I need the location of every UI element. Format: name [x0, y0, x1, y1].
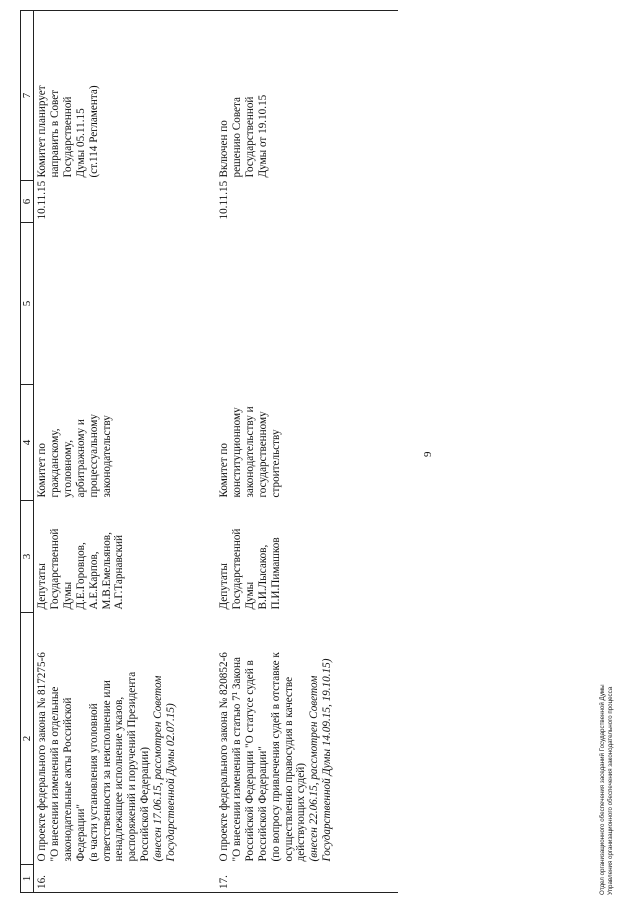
- column-header: 2: [21, 613, 34, 865]
- committee-line: Комитет по: [218, 443, 230, 498]
- committee-cell: [216, 385, 398, 501]
- status-line: направить в Совет: [48, 89, 61, 178]
- author-line: Государственной: [48, 528, 61, 610]
- author-line: Думы: [61, 581, 74, 610]
- bill-note-line: (внесен 22.06.15, рассмотрен Советом: [308, 675, 321, 862]
- author-line: Депутаты: [36, 563, 48, 610]
- author-line: В.И.Лысаков,: [256, 544, 269, 610]
- empty-cell: [34, 223, 217, 385]
- bill-description-line: (по вопросу привлечения судей в отставке к: [269, 652, 282, 862]
- committee-line: уголовному,: [61, 439, 74, 498]
- author-line: А.Г.Тарнавский: [113, 534, 126, 610]
- status-line: Государственной: [61, 96, 74, 178]
- column-header: 7: [21, 11, 34, 181]
- authors-cell: [34, 501, 217, 613]
- bill-description-line: Российской Федерации": [256, 746, 269, 862]
- row-number-cell: [34, 865, 217, 893]
- status-cell: [216, 11, 398, 181]
- bill-description-line: Федерации": [74, 804, 87, 862]
- empty-cell: [216, 223, 398, 385]
- date-cell: [34, 181, 217, 223]
- bill-description-line: "О внесении изменений в отдельные: [48, 686, 61, 862]
- author-line: Д.Е.Горовцов,: [74, 542, 87, 610]
- bill-note-line: Государственной Думы 14.09.15, 19.10.15): [321, 658, 334, 862]
- bill-note-line: (внесен 17.06.15, рассмотрен Советом: [152, 675, 165, 862]
- footer-line: Отдел организационного обеспечения заседаний Государственной Думы: [599, 684, 606, 895]
- status-cell: [34, 11, 217, 181]
- committee-line: арбитражному и: [74, 419, 87, 498]
- committee-line: Комитет по: [36, 443, 48, 498]
- bill-description-line: Российской Федерации "О статусе судей в: [243, 660, 256, 862]
- status-line: Включен по: [218, 120, 230, 178]
- bill-description-cell: [34, 613, 217, 865]
- bill-description-line: законодательные акты Российской: [61, 697, 74, 862]
- committee-line: законодательству: [100, 415, 113, 498]
- column-header: 6: [21, 181, 34, 223]
- author-line: Думы: [243, 581, 256, 610]
- row-number: 17.: [218, 875, 230, 889]
- committee-line: конституционному: [230, 407, 243, 498]
- bill-description-line: О проекте федерального закона № 820852-6: [218, 652, 230, 862]
- bill-description-line: (в части установления уголовной: [87, 703, 100, 862]
- column-header: 1: [21, 865, 34, 893]
- date-value: 10.11.15: [36, 180, 48, 220]
- status-line: (ст.114 Регламента): [87, 85, 100, 178]
- author-line: Депутаты: [218, 563, 230, 610]
- bill-note-line: Государственной Думы 02.07.15): [165, 703, 178, 862]
- date-cell: [216, 181, 398, 223]
- bill-description-line: распоряжений и поручений Президента: [126, 671, 139, 862]
- committee-line: процессуальному: [87, 414, 100, 498]
- table-row: [34, 11, 217, 893]
- status-line: Комитет планирует: [36, 85, 48, 178]
- column-header: 5: [21, 223, 34, 385]
- bills-table: [20, 10, 398, 893]
- bill-description-cell: [216, 613, 398, 865]
- footer: [599, 684, 614, 895]
- bill-description-line: осуществлению правосудия в качестве: [282, 676, 295, 862]
- row-number: 16.: [36, 875, 48, 889]
- author-line: М.В.Емельянов,: [100, 532, 113, 610]
- author-line: Государственной: [230, 528, 243, 610]
- author-line: А.Е.Карпов,: [87, 551, 100, 610]
- bill-description-line: ненадлежащее исполнение указов,: [113, 696, 126, 862]
- status-line: решению Совета: [230, 97, 243, 178]
- page-number: 9: [422, 451, 434, 457]
- bill-description-line: ответственности за неисполнение или: [100, 680, 113, 862]
- committee-line: строительству: [269, 429, 282, 498]
- status-line: Государственной: [243, 96, 256, 178]
- committee-cell: [34, 385, 217, 501]
- authors-cell: [216, 501, 398, 613]
- bill-description-line: Российской Федерации): [139, 747, 152, 862]
- footer-line: Управления организационного обеспечения законодательного процесса: [606, 686, 614, 895]
- table-row: [216, 11, 398, 893]
- bill-description-line: действующих судей): [295, 763, 308, 862]
- status-line: Думы от 19.10.15: [256, 94, 269, 178]
- row-number-cell: [216, 865, 398, 893]
- bill-description-line: "О внесении изменений в статью 7¹ Закона: [230, 657, 243, 862]
- date-value: 10.11.15: [218, 180, 230, 220]
- bill-description-line: О проекте федерального закона № 817275-6: [36, 652, 48, 862]
- committee-line: гражданскому,: [48, 428, 61, 498]
- committee-line: законодательству и: [243, 406, 256, 498]
- committee-line: государственному: [256, 411, 269, 498]
- status-line: Думы 05.11.15: [74, 108, 87, 178]
- column-header: 3: [21, 501, 34, 613]
- column-header: 4: [21, 385, 34, 501]
- author-line: П.И.Пимашков: [269, 537, 282, 610]
- header-row: [21, 11, 34, 893]
